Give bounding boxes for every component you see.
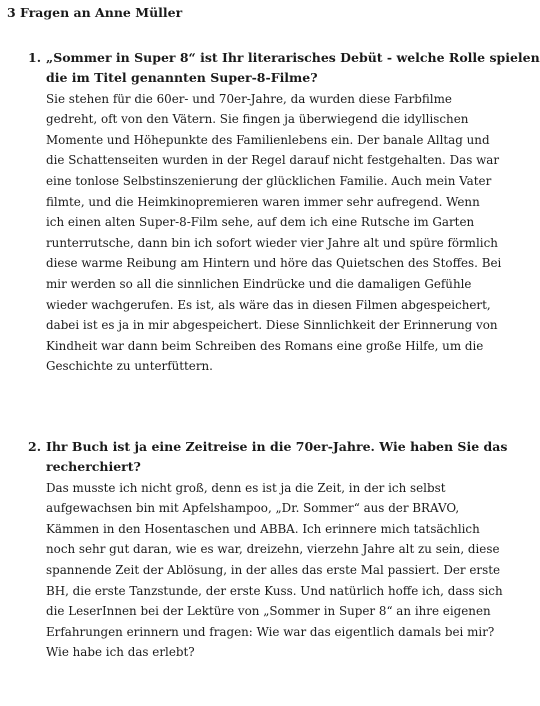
answer-line: Geschichte zu unterfüttern. <box>46 359 213 374</box>
answer-line: noch sehr gut daran, wie es war, dreizehn, vierzehn Jahre alt zu sein, diese <box>46 542 500 557</box>
answer-line: wieder wachgerufen. Es ist, als wäre das in diesen Filmen abgespeichert, <box>46 297 491 312</box>
answer-line: Momente und Höhepunkte des Familienlebens ein. Der banale Alltag und <box>46 132 490 147</box>
qa-item-1 <box>28 48 540 377</box>
answer-text <box>46 478 503 663</box>
answer-line: diese warme Reibung am Hintern und höre das Quietschen des Stoffes. Bei <box>46 256 502 271</box>
question-text <box>46 48 540 89</box>
answer-line: Wie habe ich das erlebt? <box>46 645 195 660</box>
page-title: 3 Fragen an Anne Müller <box>7 5 183 20</box>
question-number: 2. <box>28 439 42 454</box>
answer-line: eine tonlose Selbstinszenierung der glücklichen Familie. Auch mein Vater <box>46 173 492 188</box>
answer-text <box>46 89 502 377</box>
answer-line: gedreht, oft von den Vätern. Sie fingen ja überwiegend die idyllischen <box>46 112 469 127</box>
qa-item-2 <box>28 437 508 663</box>
answer-line: mir werden so all die sinnlichen Eindrücke und die damaligen Gefühle <box>46 276 472 291</box>
answer-line: BH, die erste Tanzstunde, der erste Kuss. Und natürlich hoffe ich, dass sich <box>46 583 503 598</box>
question-line: recherchiert? <box>46 459 141 475</box>
question-line: Ihr Buch ist ja eine Zeitreise in die 70er-Jahre. Wie haben Sie das <box>46 439 508 454</box>
question-number: 1. <box>28 50 42 65</box>
answer-line: Erfahrungen erinnern und fragen: Wie war das eigentlich damals bei mir? <box>46 624 495 639</box>
question-line: die im Titel genannten Super-8-Filme? <box>46 70 318 86</box>
answer-line: ich einen alten Super-8-Film sehe, auf dem ich eine Rutsche im Garten <box>46 215 475 230</box>
answer-line: filmte, und die Heimkinopremieren waren immer sehr aufregend. Wenn <box>46 194 480 209</box>
answer-line: Kindheit war dann beim Schreiben des Romans eine große Hilfe, um die <box>46 338 484 353</box>
question-line: „Sommer in Super 8“ ist Ihr literarisches Debüt - welche Rolle spielen <box>46 50 540 65</box>
answer-line: dabei ist es ja in mir abgespeichert. Diese Sinnlichkeit der Erinnerung von <box>46 318 498 333</box>
answer-line: aufgewachsen bin mit Apfelshampoo, „Dr. Sommer“ aus der BRAVO, <box>46 501 460 516</box>
answer-line: die LeserInnen bei der Lektüre von „Sommer in Super 8“ an ihre eigenen <box>46 604 491 619</box>
answer-line: Sie stehen für die 60er- und 70er-Jahre, da wurden diese Farbfilme <box>46 91 452 106</box>
answer-line: Kämmen in den Hosentaschen und ABBA. Ich erinnere mich tatsächlich <box>46 521 480 536</box>
answer-line: spannende Zeit der Ablösung, in der alles das erste Mal passiert. Der erste <box>46 562 501 577</box>
answer-line: Das musste ich nicht groß, denn es ist ja die Zeit, in der ich selbst <box>46 480 446 495</box>
question-text <box>46 437 508 478</box>
answer-line: runterrutsche, dann bin ich sofort wieder vier Jahre alt und spüre förmlich <box>46 235 498 250</box>
answer-line: die Schattenseiten wurden in der Regel darauf nicht festgehalten. Das war <box>46 153 500 168</box>
